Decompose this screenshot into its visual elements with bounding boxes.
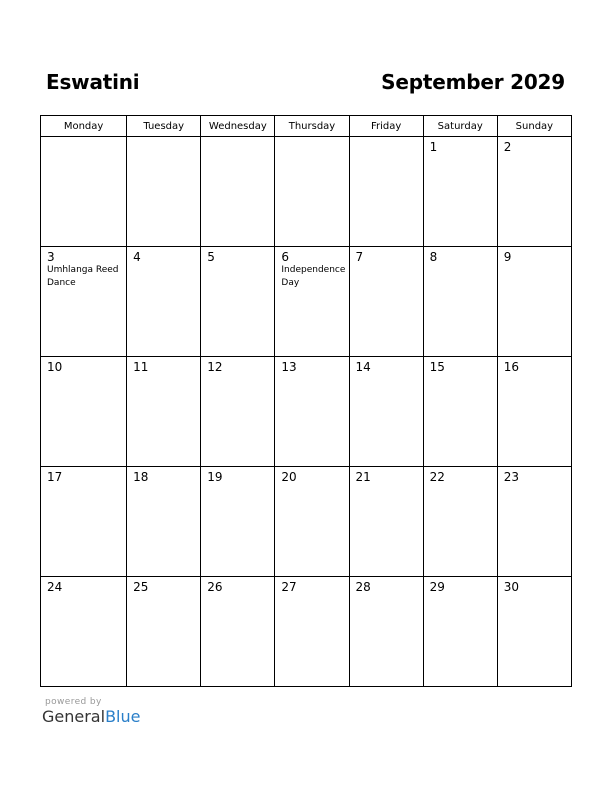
day-cell [497, 577, 571, 687]
day-cell [275, 577, 349, 687]
day-number: 8 [429, 250, 438, 264]
day-number: 26 [207, 580, 223, 594]
weekday-tuesday: Tuesday [127, 116, 201, 137]
day-cell [275, 247, 349, 357]
day-number: 22 [429, 470, 445, 484]
holiday-label: Independence Day [281, 265, 346, 288]
day-number: 10 [47, 360, 63, 374]
day-number: 5 [207, 250, 215, 264]
day-cell [423, 137, 497, 247]
day-cell [497, 137, 571, 247]
footer-logo[interactable] [42, 697, 140, 726]
day-cell [41, 577, 127, 687]
weekday-thursday: Thursday [275, 116, 349, 137]
weekday-friday: Friday [349, 116, 423, 137]
day-cell [275, 467, 349, 577]
day-cell [41, 357, 127, 467]
day-cell [201, 577, 275, 687]
day-cell [349, 247, 423, 357]
week-row [41, 137, 572, 247]
day-cell [349, 137, 423, 247]
day-cell [423, 247, 497, 357]
day-cell [127, 247, 201, 357]
day-number: 21 [355, 470, 371, 484]
day-cell [275, 137, 349, 247]
day-cell [41, 247, 127, 357]
day-number: 25 [133, 580, 149, 594]
day-number: 4 [133, 250, 141, 264]
day-cell [423, 577, 497, 687]
day-number: 7 [355, 250, 364, 264]
day-cell [275, 357, 349, 467]
day-number: 19 [207, 470, 223, 484]
day-cell [423, 467, 497, 577]
day-cell [497, 467, 571, 577]
day-number: 30 [503, 580, 520, 594]
day-number: 28 [355, 580, 371, 594]
calendar-grid [40, 115, 572, 687]
day-cell [423, 357, 497, 467]
day-cell [201, 467, 275, 577]
weekday-monday: Monday [41, 116, 127, 137]
day-cell [349, 467, 423, 577]
country-title: Eswatini [46, 70, 140, 94]
day-number: 1 [429, 140, 438, 154]
day-number: 6 [281, 250, 290, 264]
day-number: 20 [281, 470, 297, 484]
day-cell [127, 467, 201, 577]
day-number: 23 [503, 470, 520, 484]
day-cell [201, 247, 275, 357]
day-number: 27 [281, 580, 297, 594]
day-cell [41, 467, 127, 577]
holiday-label: Umhlanga Reed Dance [47, 265, 119, 288]
generalblue-logo[interactable] [42, 707, 140, 726]
weekday-wednesday: Wednesday [201, 116, 275, 137]
day-number: 24 [47, 580, 63, 594]
day-cell [497, 247, 571, 357]
day-number: 13 [281, 360, 297, 374]
day-number: 18 [133, 470, 149, 484]
day-cell [201, 357, 275, 467]
week-row [41, 357, 572, 467]
day-cell [41, 137, 127, 247]
day-number: 9 [503, 250, 512, 264]
day-cell [497, 357, 571, 467]
day-number: 17 [47, 470, 63, 484]
weekday-sunday: Sunday [497, 116, 571, 137]
day-cell [201, 137, 275, 247]
day-number: 12 [207, 360, 223, 374]
month-title: September 2029 [381, 70, 565, 94]
powered-by-text: powered by [45, 697, 102, 707]
day-number: 2 [503, 140, 512, 154]
day-number: 29 [429, 580, 445, 594]
day-cell [127, 577, 201, 687]
week-row [41, 247, 572, 357]
weekday-header-row [41, 116, 572, 137]
brand-general: General [42, 707, 106, 726]
week-row [41, 467, 572, 577]
day-cell [349, 357, 423, 467]
weekday-saturday: Saturday [423, 116, 497, 137]
day-number: 14 [355, 360, 371, 374]
day-number: 11 [133, 360, 149, 374]
day-cell [127, 137, 201, 247]
day-cell [349, 577, 423, 687]
day-cell [127, 357, 201, 467]
day-number: 3 [47, 250, 55, 264]
day-number: 15 [429, 360, 445, 374]
brand-blue: Blue [105, 707, 141, 726]
week-row [41, 577, 572, 687]
day-number: 16 [503, 360, 520, 374]
